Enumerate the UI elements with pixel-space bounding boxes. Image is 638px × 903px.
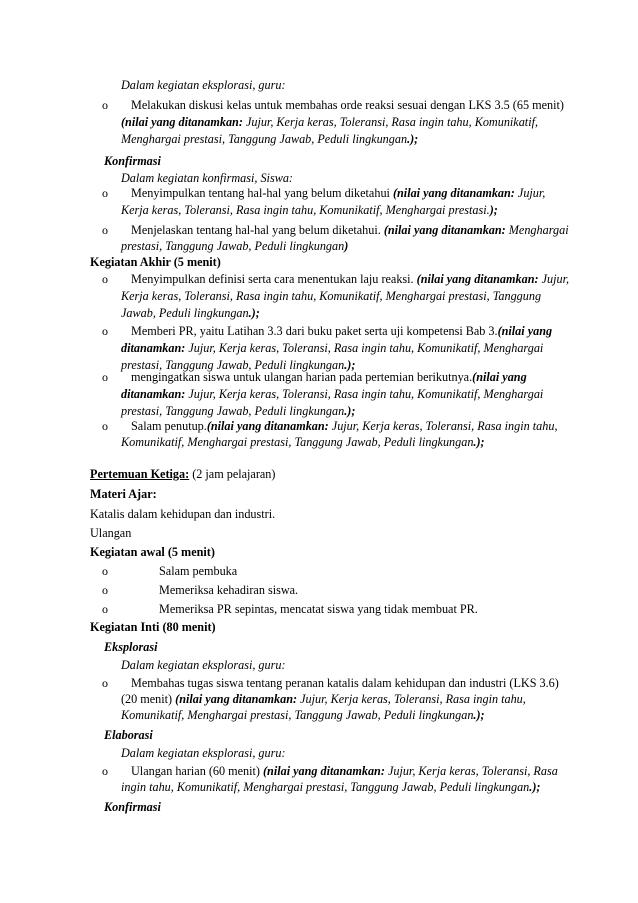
confirmation-heading: Konfirmasi [104, 800, 161, 814]
list-bullet: o [102, 186, 108, 200]
list-item-text: Menghargai prestasi, Tanggung Jawab, Peduli lingkungan.); [121, 132, 419, 146]
list-item-text: Ulangan harian (60 menit) (nilai yang ditanamkan: Jujur, Kerja keras, Toleransi, Rasa [131, 764, 558, 778]
material-text: Katalis dalam kehidupan dan industri. [90, 507, 276, 521]
exploration-intro: Dalam kegiatan eksplorasi, guru: [121, 658, 286, 672]
list-bullet: o [102, 602, 108, 616]
list-item-text: Komunikatif, Menghargai prestasi, Tanggung Jawab, Peduli lingkungan.); [121, 708, 485, 722]
closing-activity-heading: Kegiatan Akhir (5 menit) [90, 255, 221, 269]
list-item-text: Kerja keras, Toleransi, Rasa ingin tahu, Komunikatif, Menghargai prestasi, Tanggung [121, 289, 542, 303]
list-item-text: ditanamkan: Jujur, Kerja keras, Toleransi, Rasa ingin tahu, Komunikatif, Menghargai [121, 387, 544, 401]
opening-activity-heading: Kegiatan awal (5 menit) [90, 545, 215, 559]
core-activity-heading: Kegiatan Inti (80 menit) [90, 620, 216, 634]
list-item-text: prestasi, Tanggung Jawab, Peduli lingkungan) [121, 239, 349, 253]
exploration-heading: Eksplorasi [104, 640, 158, 654]
list-item-text: (20 menit) (nilai yang ditanamkan: Jujur, Kerja keras, Toleransi, Rasa ingin tahu, [121, 692, 526, 706]
list-item-text: Salam pembuka [159, 564, 238, 578]
list-item-text: Menyimpulkan definisi serta cara menentukan laju reaksi. (nilai yang ditanamkan: Jujur, [131, 272, 570, 286]
elaboration-heading: Elaborasi [104, 728, 153, 742]
list-item-text: ingin tahu, Komunikatif, Menghargai prestasi, Tanggung Jawab, Peduli lingkungan.); [121, 780, 541, 794]
exploration-intro: Dalam kegiatan eksplorasi, guru: [121, 78, 286, 92]
list-item-text: prestasi, Tanggung Jawab, Peduli lingkungan.); [121, 358, 356, 372]
list-item-text: Menyimpulkan tentang hal-hal yang belum diketahui (nilai yang ditanamkan: Jujur, [131, 186, 546, 200]
list-item-text: ditanamkan: Jujur, Kerja keras, Toleransi, Rasa ingin tahu, Komunikatif, Menghargai [121, 341, 544, 355]
list-bullet: o [102, 764, 108, 778]
list-item-text: (nilai yang ditanamkan: Jujur, Kerja keras, Toleransi, Rasa ingin tahu, Komunikatif, [121, 115, 539, 129]
confirmation-intro: Dalam kegiatan konfirmasi, Siswa: [121, 171, 293, 185]
list-bullet: o [102, 564, 108, 578]
list-item-text: Kerja keras, Toleransi, Rasa ingin tahu, Komunikatif, Menghargai prestasi.); [121, 203, 498, 217]
list-item-text: Memeriksa PR sepintas, mencatat siswa yang tidak membuat PR. [159, 602, 478, 616]
list-item-text: Membahas tugas siswa tentang peranan katalis dalam kehidupan dan industri (LKS 3.6) [131, 676, 559, 690]
list-bullet: o [102, 272, 108, 286]
confirmation-heading: Konfirmasi [104, 154, 161, 168]
list-bullet: o [102, 98, 108, 112]
list-item-text: prestasi, Tanggung Jawab, Peduli lingkungan.); [121, 404, 356, 418]
list-bullet: o [102, 223, 108, 237]
list-item-text: mengingatkan siswa untuk ulangan harian pada pertemian berikutnya.(nilai yang [131, 370, 527, 384]
list-item-text: Melakukan diskusi kelas untuk membahas orde reaksi sesuai dengan LKS 3.5 (65 menit) [131, 98, 564, 112]
list-bullet: o [102, 419, 108, 433]
meeting-three-heading: Pertemuan Ketiga: (2 jam pelajaran) [90, 467, 276, 481]
list-bullet: o [102, 324, 108, 338]
list-bullet: o [102, 370, 108, 384]
list-item-text: Menjelaskan tentang hal-hal yang belum diketahui. (nilai yang ditanamkan: Menghargai [131, 223, 569, 237]
list-bullet: o [102, 583, 108, 597]
elaboration-intro: Dalam kegiatan eksplorasi, guru: [121, 746, 286, 760]
list-item-text: Memberi PR, yaitu Latihan 3.3 dari buku paket serta uji kompetensi Bab 3.(nilai yang [131, 324, 553, 338]
material-text: Ulangan [90, 526, 132, 540]
material-heading: Materi Ajar: [90, 487, 157, 501]
list-bullet: o [102, 676, 108, 690]
list-item-text: Memeriksa kehadiran siswa. [159, 583, 299, 597]
list-item-text: Salam penutup.(nilai yang ditanamkan: Jujur, Kerja keras, Toleransi, Rasa ingin tahu, [131, 419, 558, 433]
list-item-text: Jawab, Peduli lingkungan.); [121, 306, 260, 320]
list-item-text: Komunikatif, Menghargai prestasi, Tanggung Jawab, Peduli lingkungan.); [121, 435, 485, 449]
